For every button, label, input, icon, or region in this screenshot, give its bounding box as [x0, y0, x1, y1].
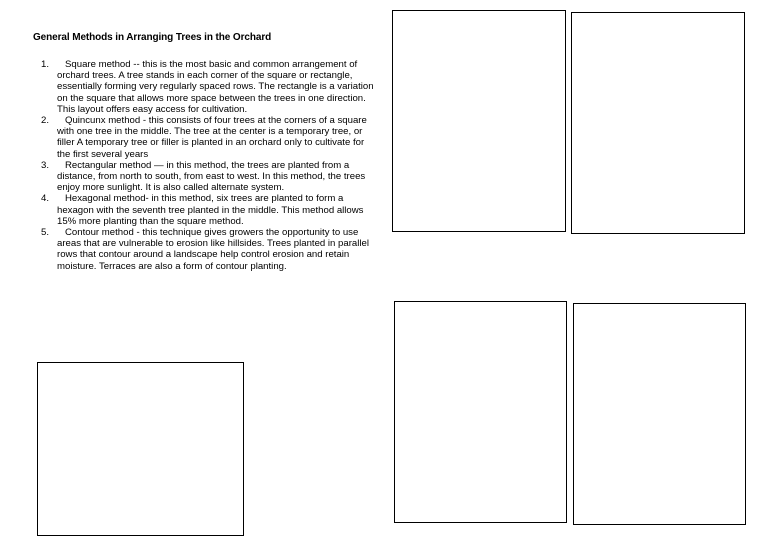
drawing-box-under-text: [37, 362, 244, 536]
methods-list: [41, 59, 376, 272]
method-text: Contour method - this technique gives growers the opportunity to use areas that are vulnerable to erosion like hillsides. Trees planted in parallel rows that contour around a landscape help control erosion and retain moisture. Terraces are also a form of contour planting.: [57, 227, 369, 272]
drawing-box-top-right: [571, 12, 745, 234]
method-number: 4.: [41, 193, 50, 205]
method-text: Square method -- this is the most basic and common arrangement of orchard trees. A tree stands in each corner of the square or rectangle, essentially forming very regularly spaced rows. The rectangle is a variation on the square that allows more space between the trees in one direction. This layout offers easy access for cultivation.: [57, 59, 374, 115]
method-item-hexagonal: [41, 193, 376, 227]
drawing-box-bottom-left: [394, 301, 567, 523]
method-item-rectangular: [41, 160, 376, 194]
method-item-quincunx: [41, 115, 376, 160]
method-number: 5.: [41, 227, 50, 239]
method-text: Quincunx method - this consists of four trees at the corners of a square with one tree in the middle. The tree at the center is a temporary tree, or filler A temporary tree or filler is planted in an orchard only to cultivate for the first several years: [57, 115, 367, 160]
document-title: General Methods in Arranging Trees in the Orchard: [33, 32, 272, 43]
method-number: 1.: [41, 59, 50, 70]
method-item-contour: [41, 227, 376, 272]
method-number: 3.: [41, 159, 50, 171]
method-item-square: [41, 59, 376, 115]
method-text: Rectangular method — in this method, the trees are planted from a distance, from north to south, from east to west. In this method, the trees enjoy more sunlight. It is also called alternate system.: [57, 159, 366, 194]
drawing-box-bottom-right: [573, 303, 746, 525]
method-number: 2.: [41, 115, 50, 127]
drawing-box-top-left: [392, 10, 566, 232]
method-text: Hexagonal method- in this method, six trees are planted to form a hexagon with the seventh tree planted in the middle. This method allows 15% more planting than the square method.: [57, 193, 364, 227]
